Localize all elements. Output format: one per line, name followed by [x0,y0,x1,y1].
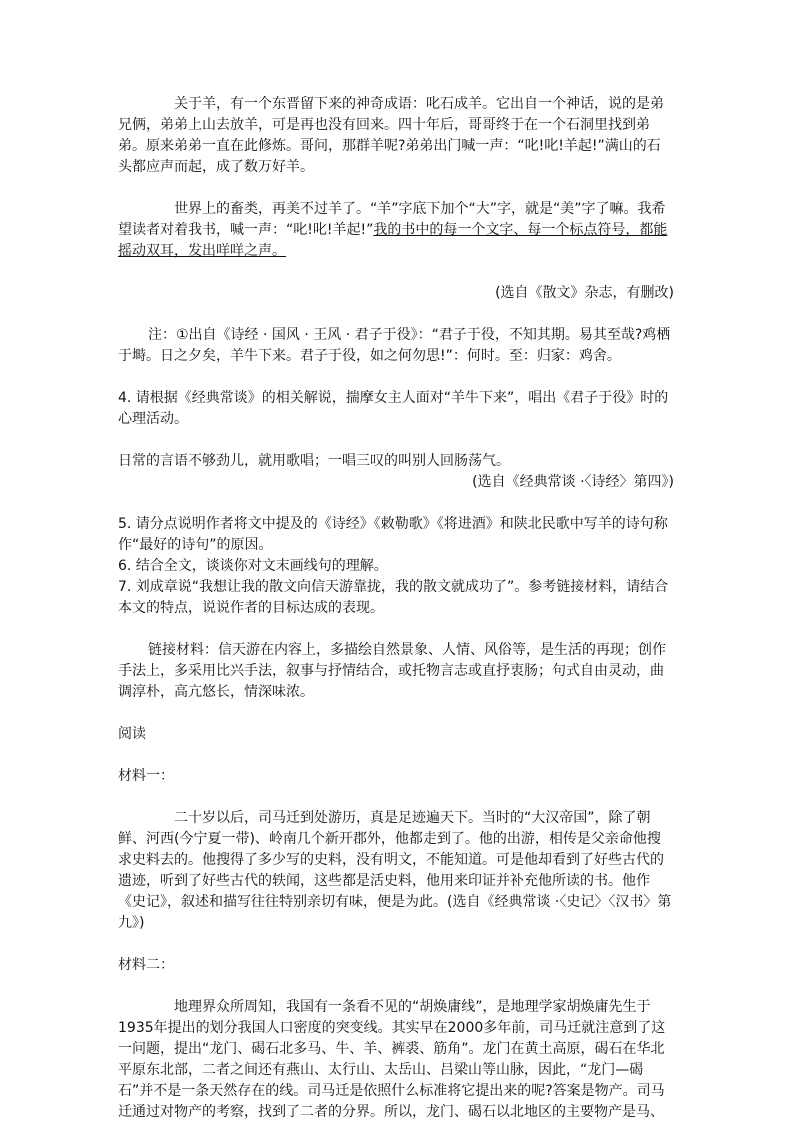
material-1-title: 材料一： [118,768,174,784]
quote-text: 日常的言语不够劲儿，就用歌唱；一唱三叹的叫别人回肠荡气。 [118,453,510,469]
footnote: 注：①出自《诗经 · 国风 · 王风 · 君子于役》：“君子于役，不知其期。易其至哉?鸡栖于塒。日之夕矣，羊牛下来。君子于役，如之何勿思!”：何时。至：归家：鸡舍。 [118,327,671,364]
material-1-text: 二十岁以后，司马迁到处游历，真是足迹遍天下。当时的“大汉帝国”，除了朝鲜、河西(今宁夏一带)、岭南几个新开郡外，他都走到了。他的出游，相传是父亲命他搜求史料去的。他搜得了多少写的史料，没有明文，不能知道。可是他却看到了好些古代的遗迹，听到了好些古代的轶闻，这些都是活史料，他用来印证并补充他所读的书。他作《史记》，叙述和描写往往特别亲切有味，便是为此。(选自《经典常谈 ·〈史记〉〈汉书〉第九》) [118,810,672,931]
quote-source: (选自《经典常谈 ·〈诗经〉第四》) [472,474,674,490]
material-2-title: 材料二： [118,957,174,973]
paragraph-legend: 关于羊，有一个东晋留下来的神奇成语：叱石成羊。它出自一个神话，说的是弟兄俩，弟弟上山去放羊，可是再也没有回来。四十年后，哥哥终于在一个石洞里找到弟弟。原来弟弟一直在此修炼。哥问，那群羊呢?弟弟出门喊一声：“叱!叱!羊起!”满山的石头都应声而起，成了数万好羊。 [118,96,664,175]
underlined-sentence: 我的书中的每一个文字、每一个标点符号，都能摇动双耳，发出咩咩之声。 [118,222,668,259]
question-6: 6. 结合全文，谈谈你对文末画线句的理解。 [118,558,388,574]
source-citation: (选自《散文》杂志，有删改) [495,285,674,301]
link-material: 链接材料：信天游在内容上，多描绘自然景象、人情、风俗等，是生活的再现；创作手法上，多采用比兴手法，叙事与抒情结合，或托物言志或直抒衷肠；句式自由灵动，曲调淳朴，高亢悠长，情深味浓。 [118,642,666,700]
material-2-text: 地理界众所周知，我国有一条看不见的“胡焕庸线”，是地理学家胡焕庸先生于1935年提出的划分我国人口密度的突变线。其实早在2000多年前，司马迁就注意到了这一问题，提出“龙门、碣石北多马、牛、羊、裤裘、筋角”。龙门在黄土高原，碣石在华北平原东北部，二者之间还有燕山、太行山、太岳山、吕梁山等山脉，因此，“龙门—碣石”并不是一条天然存在的线。司马迁是依照什么标准将它提出来的呢?答案是物产。司马迁通过对物产的考察，找到了二者的分界。所以，龙门、碣石以北地区的主要物产是马、 [118,999,666,1120]
reading-heading: 阅读 [118,726,146,742]
question-5: 5. 请分点说明作者将文中提及的《诗经》《敕勒歌》《将进酒》和陕北民歌中写羊的诗句称作“最好的诗句”的原因。 [118,516,668,553]
paragraph-sheep-text: 世界上的畜类，再美不过羊了。“羊”字底下加个“大”字，就是“美”字了嘛。我希望读者对着我书，喊一声：“叱!叱!羊起!” [118,201,666,238]
question-7: 7. 刘成章说“我想让我的散文向信天游靠拢，我的散文就成功了”。参考链接材料，请结合本文的特点，说说作者的目标达成的表现。 [118,579,669,616]
question-4: 4. 请根据《经典常谈》的相关解说，揣摩女主人面对“羊牛下来”，唱出《君子于役》时的心理活动。 [118,390,669,427]
paragraph-sheep-beauty [118,199,674,262]
document-page [118,94,674,1123]
